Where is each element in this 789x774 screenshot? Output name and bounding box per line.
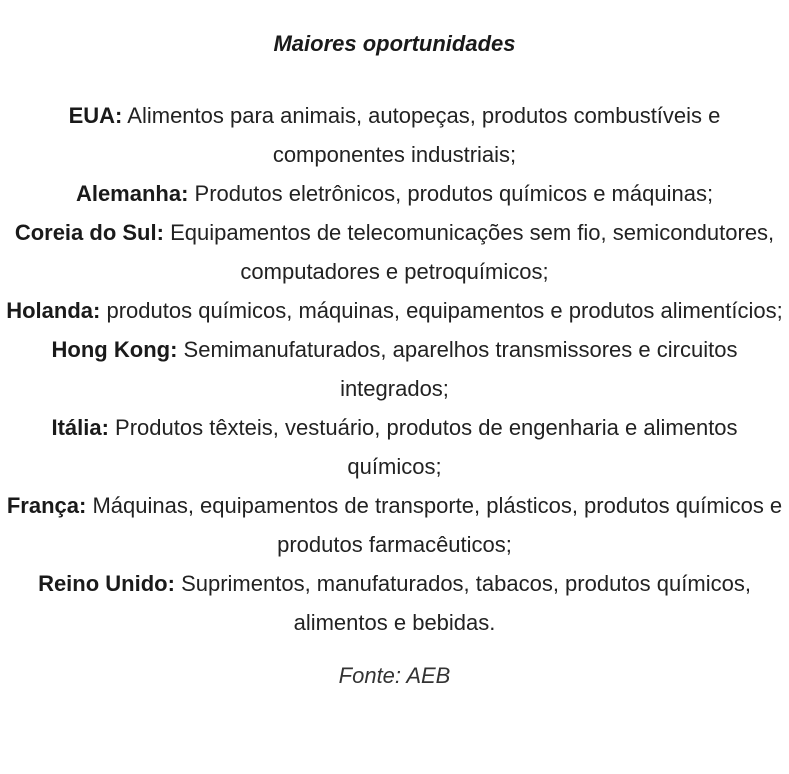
country-label: Hong Kong:: [51, 337, 178, 362]
entry-text: Equipamentos de telecomunicações sem fio, semicondutores, computadores e petroquímicos;: [170, 220, 775, 284]
list-item: [4, 213, 785, 291]
list-item: [4, 96, 785, 174]
list-item: [4, 564, 785, 642]
document-title: Maiores oportunidades: [273, 31, 516, 56]
entry-text: Alimentos para animais, autopeças, produtos combustíveis e componentes industriais;: [127, 103, 721, 167]
list-item: [4, 291, 785, 330]
entry-text: Suprimentos, manufaturados, tabacos, produtos químicos, alimentos e bebidas.: [181, 571, 751, 635]
source-caption: Fonte: AEB: [338, 663, 451, 688]
list-item: [4, 174, 785, 213]
country-label: Reino Unido:: [38, 571, 175, 596]
country-label: Coreia do Sul:: [14, 220, 164, 245]
entry-text: Semimanufaturados, aparelhos transmissores e circuitos integrados;: [183, 337, 738, 401]
entry-text: produtos químicos, máquinas, equipamentos e produtos alimentícios;: [106, 298, 783, 323]
entry-text: Produtos têxteis, vestuário, produtos de engenharia e alimentos químicos;: [115, 415, 738, 479]
country-label: Itália:: [51, 415, 109, 440]
list-item: [4, 486, 785, 564]
country-label: França:: [6, 493, 87, 518]
opportunities-list: [4, 96, 785, 642]
list-item: [4, 408, 785, 486]
entry-text: Produtos eletrônicos, produtos químicos e máquinas;: [194, 181, 714, 206]
country-label: Holanda:: [6, 298, 101, 323]
entry-text: Máquinas, equipamentos de transporte, plásticos, produtos químicos e produtos farmacêuticos;: [92, 493, 783, 557]
country-label: Alemanha:: [75, 181, 189, 206]
list-item: [4, 330, 785, 408]
country-label: EUA:: [68, 103, 123, 128]
